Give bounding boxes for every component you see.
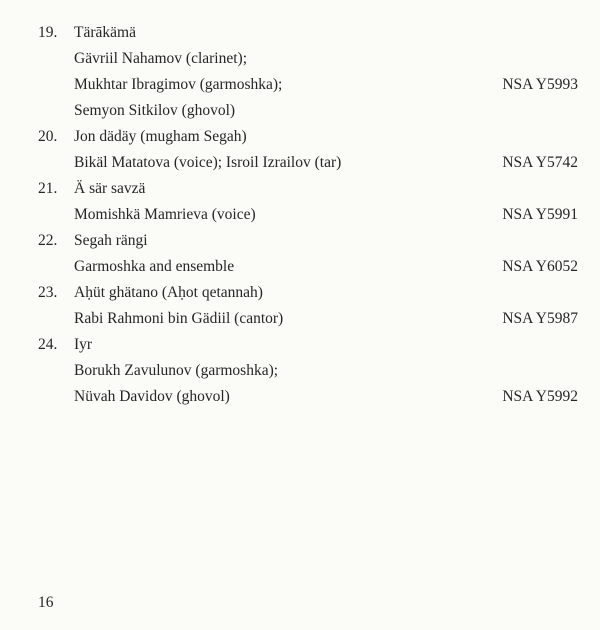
performer-line — [38, 202, 578, 228]
track-number: 22. — [38, 232, 58, 249]
catalog-number: NSA Y5987 — [502, 310, 578, 327]
track-entry — [38, 176, 578, 228]
track-title: Aḥüt ghätano (Aḥot qetannah) — [74, 284, 263, 301]
track-title: Ä sär savzä — [74, 180, 146, 197]
track-number: 20. — [38, 128, 58, 145]
track-entry — [38, 124, 578, 176]
track-number: 19. — [38, 24, 58, 41]
performer-text: Bikäl Matatova (voice); Isroil Izrailov (tar) — [74, 154, 342, 171]
performer-text: Mukhtar Ibragimov (garmoshka); — [74, 76, 283, 93]
track-title-line — [38, 332, 578, 358]
track-title-line — [38, 228, 578, 254]
track-title: Iyr — [74, 336, 93, 353]
track-title: Tärākämä — [74, 24, 136, 41]
performer-line — [38, 384, 578, 410]
performer-text: Garmoshka and ensemble — [74, 258, 235, 275]
track-number: 21. — [38, 180, 58, 197]
track-entry — [38, 228, 578, 280]
track-title-line — [38, 176, 578, 202]
performer-line — [38, 150, 578, 176]
catalog-number: NSA Y5742 — [502, 154, 578, 171]
track-title-line — [38, 280, 578, 306]
track-title-line — [38, 20, 578, 46]
page-number: 16 — [38, 594, 54, 611]
track-list — [38, 20, 578, 410]
performer-line — [38, 46, 578, 72]
track-entry — [38, 332, 578, 410]
performer-text: Semyon Sitkilov (ghovol) — [74, 102, 236, 119]
performer-text: Nüvah Davidov (ghovol) — [74, 388, 230, 405]
performer-line — [38, 306, 578, 332]
catalog-number: NSA Y5993 — [502, 76, 578, 93]
performer-text: Gävriil Nahamov (clarinet); — [74, 50, 248, 67]
catalog-number: NSA Y6052 — [502, 258, 578, 275]
track-number: 23. — [38, 284, 58, 301]
catalog-number: NSA Y5991 — [502, 206, 578, 223]
track-title-line — [38, 124, 578, 150]
performer-text: Momishkä Mamrieva (voice) — [74, 206, 256, 223]
track-title: Segah rängi — [74, 232, 148, 249]
performer-line — [38, 72, 578, 98]
performer-text: Borukh Zavulunov (garmoshka); — [74, 362, 279, 379]
performer-line — [38, 98, 578, 124]
performer-line — [38, 358, 578, 384]
track-number: 24. — [38, 336, 58, 353]
performer-text: Rabi Rahmoni bin Gädiil (cantor) — [74, 310, 284, 327]
performer-line — [38, 254, 578, 280]
track-title: Jon dädäy (mugham Segah) — [74, 128, 247, 145]
track-entry — [38, 20, 578, 124]
catalog-number: NSA Y5992 — [502, 388, 578, 405]
track-entry — [38, 280, 578, 332]
